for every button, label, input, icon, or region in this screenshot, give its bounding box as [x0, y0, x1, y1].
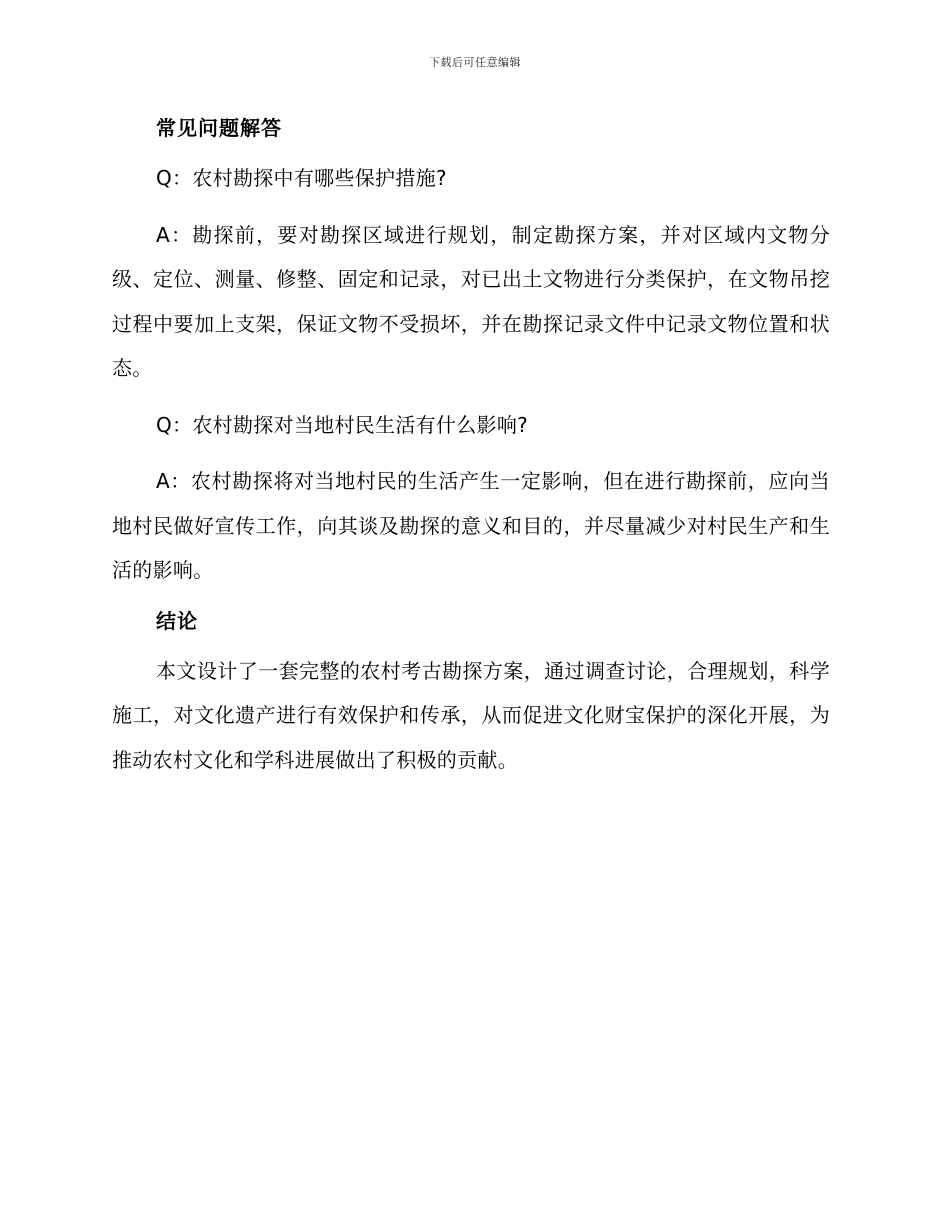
faq-question-1: Q：农村勘探中有哪些保护措施?: [156, 166, 447, 190]
document-content: [112, 112, 830, 794]
conclusion-body: 本文设计了一套完整的农村考古勘探方案，通过调查讨论，合理规划，科学施工，对文化遗产进行有效保护和传承，从而促进文化财宝保护的深化开展，为推动农村文化和学科进展做出了积极的贡献。: [112, 658, 830, 772]
faq-answer-1: A：勘探前，要对勘探区域进行规划，制定勘探方案，并对区域内文物分级、定位、测量、修整、固定和记录，对已出土文物进行分类保护，在文物吊挖过程中要加上支架，保证文物不受损坏，并在勘探记录文件中记录文物位置和状态。: [112, 222, 830, 380]
faq-question-2: Q：农村勘探对当地村民生活有什么影响?: [156, 412, 529, 437]
header-note: 下载后可任意编辑: [429, 56, 521, 69]
conclusion-heading: 结论: [156, 608, 198, 633]
faq-heading: 常见问题解答: [156, 116, 282, 140]
faq-answer-2: A：农村勘探将对当地村民的生活产生一定影响，但在进行勘探前，应向当地村民做好宣传工作，向其谈及勘探的意义和目的，并尽量减少对村民生产和生活的影响。: [112, 469, 830, 582]
